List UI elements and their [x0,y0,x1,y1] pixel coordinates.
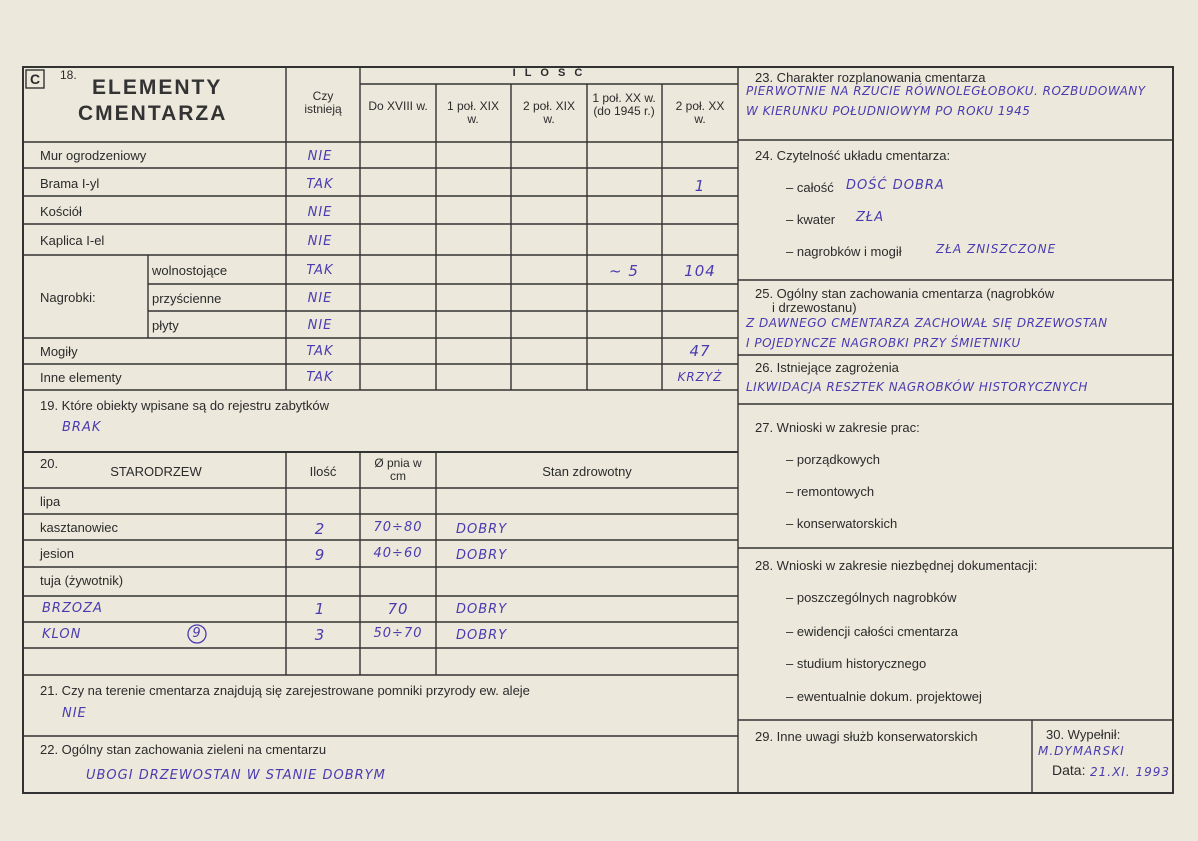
tree-count: 9 [314,546,326,564]
tree-name: BRZOZA [42,601,103,616]
element-exists: TAK [306,344,334,359]
element-exists: NIE [307,318,333,333]
header-period-4: 1 poł. XX w. (do 1945 r.) [592,91,656,118]
q28-item: – ewentualnie dokum. projektowej [786,689,982,704]
header-period-5: 2 poł. XX w. [675,99,725,126]
trees-header-count: Ilość [309,464,337,479]
q26-label: 26. Istniejące zagrożenia [755,360,899,375]
q26-answer: LIKWIDACJA RESZTEK NAGROBKÓW HISTORYCZNYCH [746,380,1088,394]
element-count: KRZYŻ [677,370,723,384]
q24-label: 24. Czytelność układu cmentarza: [755,148,951,163]
q25-label-line1: 25. Ogólny stan zachowania cmentarza (nagrobków [755,286,1055,301]
tree-name: kasztanowiec [40,520,119,535]
trees-header-health: Stan zdrowotny [542,464,632,479]
element-exists: NIE [307,291,333,306]
tree-health: DOBRY [456,602,508,617]
header-period-3: 2 poł. XIX w. [522,99,576,126]
section-title-line2: CMENTARZA [78,102,228,125]
q19-answer: BRAK [62,420,102,435]
q27-item: – remontowych [786,484,875,499]
tree-diameter: 70÷80 [373,520,423,535]
tree-health: DOBRY [456,548,508,563]
element-count: 104 [684,262,716,280]
q30-date: 21.XI. 1993 [1090,765,1171,779]
tree-name: KLON [42,627,82,642]
q28-item: – studium historycznego [786,656,927,671]
q22-answer: UBOGI DRZEWOSTAN W STANIE DOBRYM [86,768,386,783]
section-title-line1: ELEMENTY [92,76,223,99]
element-label: Mogiły [40,344,78,359]
section-letter: C [30,71,41,87]
section-number: 18. [60,68,77,82]
tree-name: jesion [40,546,74,561]
q24-item-label: – całość [786,180,834,195]
tree-name: tuja (żywotnik) [40,573,124,588]
q23-answer-line2: W KIERUNKU POŁUDNIOWYM PO ROKU 1945 [746,104,1031,118]
element-label: wolnostojące [152,263,228,278]
q24-item-label: – kwater [786,212,836,227]
element-exists: TAK [306,370,334,385]
tree-diameter: 50÷70 [373,626,423,641]
tree-count: 2 [314,520,326,538]
q25-label-line2: i drzewostanu) [772,300,857,315]
q21-answer: NIE [62,706,87,721]
tree-diameter: 40÷60 [373,546,423,561]
element-count: ~ 5 [609,262,639,280]
q22-label: 22. Ogólny stan zachowania zieleni na cmentarzu [40,742,327,757]
header-period-1: Do XVIII w. [368,99,428,113]
tree-health: DOBRY [456,628,508,643]
q29-label: 29. Inne uwagi służb konserwatorskich [755,729,978,744]
q28-label: 28. Wnioski w zakresie niezbędnej dokumentacji: [755,558,1038,573]
q25-answer-line2: I POJEDYNCZE NAGROBKI PRZY ŚMIETNIKU [746,336,1021,350]
q23-label: 23. Charakter rozplanowania cmentarza [755,70,986,85]
q24-item-answer: DOŚĆ DOBRA [846,178,945,193]
q23-answer-line1: PIERWOTNIE NA RZUCIE RÓWNOLEGŁOBOKU. ROZBUDOWANY [746,84,1146,98]
element-exists: NIE [307,234,333,249]
element-count: 47 [689,342,711,360]
q24-item-answer: ZŁA [856,210,885,225]
tree-count: 3 [314,626,326,644]
q27-label: 27. Wnioski w zakresie prac: [755,420,920,435]
q19-label: 19. Które obiekty wpisane są do rejestru zabytków [40,398,330,413]
element-count: 1 [694,177,706,195]
element-label: Mur ogrodzeniowy [40,148,147,163]
element-exists: TAK [306,177,334,192]
q27-item: – porządkowych [786,452,880,467]
q28-item: – ewidencji całości cmentarza [786,624,958,639]
q28-item: – poszczególnych nagrobków [786,590,957,605]
header-period-2: 1 poł. XIX w. [446,99,500,126]
q30-date-label: Data: [1052,762,1086,778]
circled-number: 9 [192,626,202,641]
q30-name: M.DYMARSKI [1038,744,1125,758]
q27-item: – konserwatorskich [786,516,898,531]
element-exists: NIE [307,149,333,164]
header-ilosc: I L O Ś Ć [512,67,586,79]
tree-name: lipa [40,494,61,509]
q24-item-label: – nagrobków i mogił [786,244,902,259]
element-label: Brama I-yl [40,176,100,191]
q30-label: 30. Wypełnił: [1046,727,1121,742]
trees-number: 20. [40,456,59,471]
q24-item-answer: ZŁA ZNISZCZONE [936,242,1057,256]
q25-answer-line1: Z DAWNEGO CMENTARZA ZACHOWAŁ SIĘ DRZEWOSTAN [746,316,1108,330]
nagrobki-label: Nagrobki: [40,290,96,305]
trees-header-diameter: Ø pnia w cm [374,456,422,483]
tree-health: DOBRY [456,522,508,537]
header-exists: Czy istnieją [304,89,342,116]
element-label: Kaplica I-el [40,233,105,248]
trees-header-name: STARODRZEW [110,464,202,479]
element-label: przyścienne [152,291,222,306]
element-exists: NIE [307,205,333,220]
element-label: płyty [152,318,179,333]
element-exists: TAK [306,263,334,278]
element-label: Inne elementy [40,370,122,385]
tree-count: 1 [314,600,326,618]
tree-diameter: 70 [387,600,409,618]
q21-label: 21. Czy na terenie cmentarza znajdują się zarejestrowane pomniki przyrody ew. aleje [40,683,530,698]
element-label: Kościół [40,204,82,219]
